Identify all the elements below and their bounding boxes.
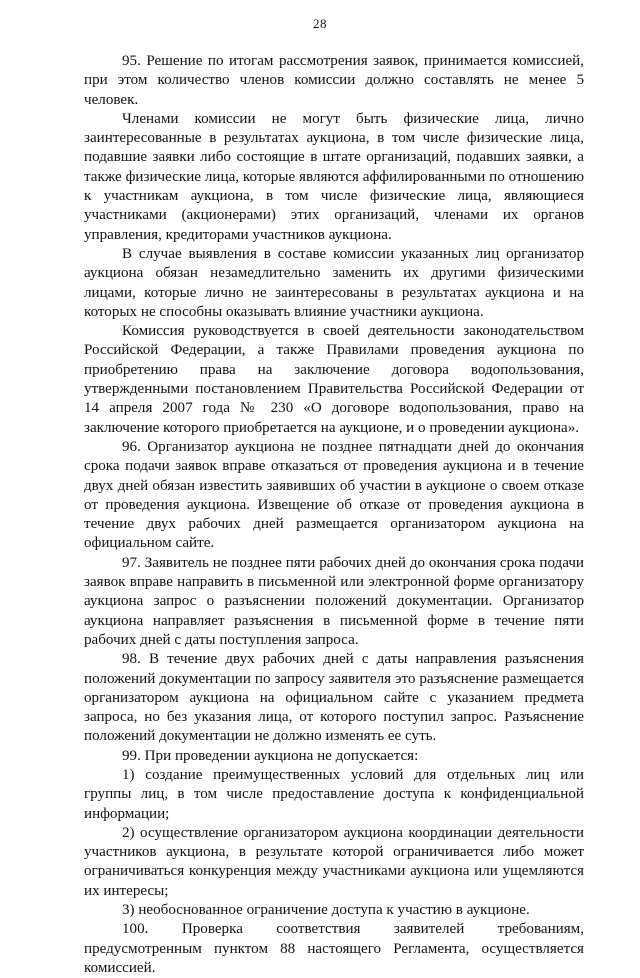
paragraph-commission-replacement: В случае выявления в составе комиссии указанных лиц организатор аукциона обязан незамедлительно заменить их другими физическими лицами, которые лично не заинтересованы в результатах аукциона и на которых не способны оказывать влияние участники аукциона. (84, 245, 584, 320)
paragraph-commission-members: Членами комиссии не могут быть физические лица, лично заинтересованные в результатах аукциона, в том числе физические лица, подавшие заявки либо состоящие в штате организаций, подавших заявки, а также физические лица, которые являются аффилированными по отношению к участникам аукциона, в том числе физические лица, являющиеся участниками (акционерами) этих организаций, членами их органов управления, кредиторами участников аукциона. (84, 110, 584, 243)
paragraph-96: 96. Организатор аукциона не позднее пятнадцати дней до окончания срока подачи заявок вправе отказаться от проведения аукциона и в течение двух дней обязан известить заявивших об участии в аукционе о своем отказе от проведения аукциона. Извещение об отказе от проведения аукциона в течение двух рабочих дней размещается организатором аукциона на официальном сайте. (84, 438, 584, 552)
page-number: 28 (313, 16, 327, 31)
document-body (84, 52, 584, 978)
paragraph-97: 97. Заявитель не позднее пяти рабочих дней до окончания срока подачи заявок вправе направить в письменной или электронной форме организатору аукциона запрос о разъяснении положений документации. Организатор аукциона направляет разъяснения в письменной форме в течение пяти рабочих дней с даты поступления запроса. (84, 554, 584, 648)
paragraph-100: 100. Проверка соответствия заявителей требованиям, предусмотренным пунктом 88 настоящего Регламента, осуществляется комиссией. (84, 921, 584, 976)
paragraph-commission-legislation: Комиссия руководствуется в своей деятельности законодательством Российской Федерации, а также Правилами проведения аукциона по приобретению права на заключение договора водопользования, утвержденными постановлением Правительства Российской Федерации от 14 апреля 2007 года № 230 «О договоре водопользования, право на заключение которого приобретается на аукционе, и о проведении аукциона». (84, 323, 584, 436)
list-item-99-1: 1) создание преимущественных условий для отдельных лиц или группы лиц, в том числе предоставление доступа к конфиденциальной информации; (84, 766, 584, 822)
paragraph-98: 98. В течение двух рабочих дней с даты направления разъяснения положений документации по запросу заявителя это разъяснение размещается организатором аукциона на официальном сайте с указанием предмета запроса, но без указания лица, от которого поступил запрос. Разъяснение положений документации не должно изменять ее суть. (84, 651, 584, 745)
paragraph-95: 95. Решение по итогам рассмотрения заявок, принимается комиссией, при этом количество членов комиссии должно составлять не менее 5 человек. (84, 53, 584, 108)
list-item-99-2: 2) осуществление организатором аукциона координации деятельности участников аукциона, в результате которой ограничивается либо может ограничиваться конкуренция между участниками аукциона или ущемляются их интересы; (84, 824, 584, 899)
list-item-99-3: 3) необоснованное ограничение доступа к участию в аукционе. (122, 902, 530, 919)
paragraph-99: 99. При проведении аукциона не допускается: (122, 747, 419, 764)
